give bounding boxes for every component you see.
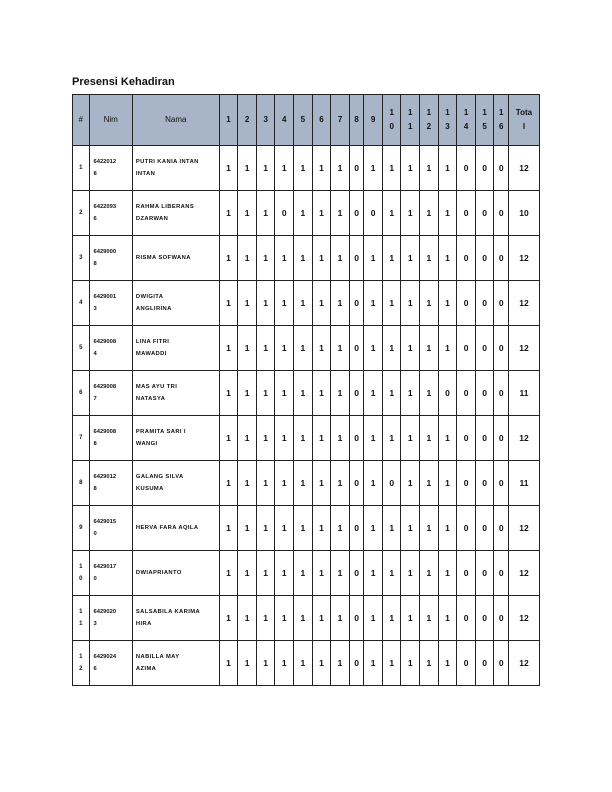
student-nim: 6429000 8 [89,236,132,281]
attendance-total: 12 [508,146,539,191]
student-name: PUTRI KANIA INTAN INTAN [132,146,219,191]
attendance-cell: 1 [382,641,401,686]
attendance-cell: 0 [457,416,476,461]
attendance-cell: 1 [331,596,350,641]
attendance-cell: 1 [294,416,313,461]
student-name: DWIGITA ANGLIRINA [132,281,219,326]
attendance-cell: 1 [219,191,238,236]
attendance-cell: 1 [294,506,313,551]
attendance-cell: 1 [256,416,275,461]
attendance-cell: 0 [349,146,363,191]
attendance-table [72,94,540,686]
attendance-cell: 1 [420,236,439,281]
attendance-cell: 1 [438,506,457,551]
attendance-cell: 0 [475,191,494,236]
attendance-cell: 1 [420,191,439,236]
attendance-cell: 0 [475,326,494,371]
student-name: PRAMITA SARI I WANGI [132,416,219,461]
attendance-cell: 0 [457,461,476,506]
attendance-cell: 1 [331,236,350,281]
header-session-9: 9 [364,95,383,146]
attendance-cell: 0 [475,641,494,686]
attendance-cell: 1 [401,551,420,596]
attendance-cell: 1 [238,236,257,281]
attendance-cell: 0 [475,551,494,596]
attendance-cell: 1 [219,461,238,506]
attendance-cell: 1 [256,191,275,236]
student-name: DWIAPRIANTO [132,551,219,596]
header-session-10: 1 0 [382,95,401,146]
attendance-cell: 1 [294,641,313,686]
student-nim: 6422093 6 [89,191,132,236]
attendance-cell: 1 [238,191,257,236]
table-header-row [73,95,540,146]
attendance-cell: 1 [331,506,350,551]
attendance-cell: 0 [457,596,476,641]
attendance-cell: 1 [420,281,439,326]
attendance-cell: 1 [294,146,313,191]
attendance-cell: 1 [401,236,420,281]
attendance-cell: 0 [349,641,363,686]
attendance-total: 11 [508,461,539,506]
attendance-total: 12 [508,506,539,551]
attendance-cell: 1 [382,596,401,641]
student-name: LINA FITRI MAWADDI [132,326,219,371]
attendance-cell: 1 [219,281,238,326]
student-nim: 6429001 3 [89,281,132,326]
attendance-cell: 1 [382,146,401,191]
attendance-cell: 1 [238,461,257,506]
student-nim: 6429008 8 [89,416,132,461]
attendance-cell: 1 [256,371,275,416]
attendance-cell: 1 [294,281,313,326]
attendance-cell: 1 [438,551,457,596]
attendance-cell: 0 [349,416,363,461]
row-number: 1 1 [73,596,90,641]
attendance-cell: 1 [364,551,383,596]
attendance-cell: 1 [275,326,294,371]
attendance-cell: 1 [238,326,257,371]
header-session-4: 4 [275,95,294,146]
attendance-cell: 1 [438,596,457,641]
header-session-7: 7 [331,95,350,146]
attendance-cell: 1 [382,281,401,326]
attendance-cell: 0 [475,281,494,326]
attendance-cell: 1 [219,416,238,461]
attendance-cell: 1 [256,281,275,326]
student-nim: 6429008 4 [89,326,132,371]
attendance-cell: 1 [331,191,350,236]
attendance-cell: 1 [294,191,313,236]
student-nim: 6429017 0 [89,551,132,596]
table-row [73,146,540,191]
attendance-cell: 1 [438,641,457,686]
attendance-cell: 0 [457,326,476,371]
attendance-cell: 0 [457,146,476,191]
table-row [73,641,540,686]
attendance-cell: 1 [219,146,238,191]
attendance-cell: 1 [364,596,383,641]
student-name: NABILLA MAY AZIMA [132,641,219,686]
row-number: 1 2 [73,641,90,686]
attendance-cell: 1 [382,506,401,551]
attendance-cell: 1 [312,596,331,641]
attendance-cell: 1 [382,326,401,371]
attendance-cell: 0 [494,191,508,236]
attendance-cell: 1 [312,461,331,506]
student-nim: 6422012 8 [89,146,132,191]
attendance-cell: 1 [364,281,383,326]
attendance-cell: 1 [294,596,313,641]
attendance-cell: 0 [349,461,363,506]
attendance-cell: 0 [494,371,508,416]
attendance-cell: 1 [382,191,401,236]
attendance-cell: 1 [312,326,331,371]
attendance-cell: 1 [238,641,257,686]
header-session-2: 2 [238,95,257,146]
attendance-cell: 0 [494,236,508,281]
student-nim: 6429024 6 [89,641,132,686]
attendance-cell: 0 [494,416,508,461]
attendance-cell: 1 [401,641,420,686]
header-session-8: 8 [349,95,363,146]
attendance-cell: 1 [219,641,238,686]
row-number: 2 [73,191,90,236]
student-name: SALSABILA KARIMA HIRA [132,596,219,641]
attendance-total: 12 [508,416,539,461]
attendance-cell: 0 [457,551,476,596]
attendance-cell: 0 [382,461,401,506]
attendance-cell: 1 [401,146,420,191]
header-name: Nama [132,95,219,146]
attendance-cell: 0 [438,371,457,416]
attendance-cell: 0 [457,506,476,551]
attendance-cell: 1 [382,551,401,596]
attendance-total: 12 [508,641,539,686]
attendance-cell: 1 [219,551,238,596]
attendance-cell: 1 [401,371,420,416]
header-total: Tota l [508,95,539,146]
attendance-cell: 1 [364,326,383,371]
attendance-cell: 1 [219,371,238,416]
attendance-cell: 1 [238,596,257,641]
attendance-cell: 1 [401,506,420,551]
student-name: HERVA FARA AQILA [132,506,219,551]
attendance-cell: 1 [364,416,383,461]
attendance-cell: 0 [494,461,508,506]
attendance-cell: 1 [219,236,238,281]
attendance-cell: 1 [364,146,383,191]
attendance-cell: 1 [331,371,350,416]
attendance-cell: 1 [294,371,313,416]
attendance-cell: 0 [349,371,363,416]
attendance-cell: 1 [420,461,439,506]
student-nim: 6429020 3 [89,596,132,641]
attendance-cell: 1 [401,416,420,461]
attendance-cell: 1 [438,461,457,506]
attendance-cell: 1 [438,326,457,371]
header-session-13: 1 3 [438,95,457,146]
row-number: 6 [73,371,90,416]
attendance-cell: 0 [475,371,494,416]
attendance-cell: 0 [457,191,476,236]
header-session-6: 6 [312,95,331,146]
header-nim: Nim [89,95,132,146]
attendance-cell: 0 [275,191,294,236]
table-row [73,416,540,461]
table-row [73,191,540,236]
attendance-cell: 1 [238,371,257,416]
attendance-cell: 1 [420,596,439,641]
attendance-cell: 1 [219,506,238,551]
attendance-cell: 0 [457,236,476,281]
row-number: 1 0 [73,551,90,596]
attendance-cell: 0 [349,236,363,281]
student-nim: 6429008 7 [89,371,132,416]
attendance-cell: 0 [494,326,508,371]
attendance-cell: 1 [401,281,420,326]
student-name: RISMA SOFWANA [132,236,219,281]
attendance-cell: 1 [364,506,383,551]
attendance-cell: 1 [401,326,420,371]
attendance-cell: 1 [275,146,294,191]
row-number: 4 [73,281,90,326]
attendance-cell: 0 [494,506,508,551]
table-row [73,551,540,596]
header-session-15: 1 5 [475,95,494,146]
attendance-cell: 1 [401,596,420,641]
table-row [73,281,540,326]
table-row [73,596,540,641]
attendance-cell: 0 [475,506,494,551]
header-session-1: 1 [219,95,238,146]
attendance-cell: 0 [475,461,494,506]
attendance-total: 12 [508,551,539,596]
table-row [73,371,540,416]
attendance-total: 12 [508,326,539,371]
attendance-cell: 0 [349,551,363,596]
attendance-cell: 1 [312,236,331,281]
attendance-cell: 1 [438,146,457,191]
attendance-cell: 1 [331,146,350,191]
attendance-cell: 1 [238,146,257,191]
attendance-cell: 0 [457,281,476,326]
attendance-cell: 1 [238,281,257,326]
header-session-16: 1 6 [494,95,508,146]
attendance-cell: 0 [494,146,508,191]
attendance-cell: 1 [238,551,257,596]
header-number: # [73,95,90,146]
attendance-cell: 0 [364,191,383,236]
attendance-cell: 1 [256,236,275,281]
attendance-cell: 1 [275,371,294,416]
attendance-cell: 1 [438,236,457,281]
attendance-cell: 1 [331,461,350,506]
attendance-total: 12 [508,236,539,281]
header-session-14: 1 4 [457,95,476,146]
attendance-cell: 1 [312,281,331,326]
attendance-cell: 0 [349,191,363,236]
attendance-cell: 0 [475,146,494,191]
attendance-cell: 1 [256,146,275,191]
table-row [73,236,540,281]
attendance-cell: 1 [312,551,331,596]
attendance-cell: 0 [494,641,508,686]
attendance-cell: 1 [275,236,294,281]
attendance-cell: 0 [457,641,476,686]
attendance-cell: 1 [312,371,331,416]
attendance-cell: 1 [312,146,331,191]
header-session-3: 3 [256,95,275,146]
attendance-cell: 1 [438,281,457,326]
attendance-total: 12 [508,281,539,326]
attendance-cell: 1 [312,191,331,236]
attendance-cell: 0 [494,551,508,596]
attendance-cell: 1 [382,236,401,281]
attendance-cell: 1 [438,416,457,461]
attendance-cell: 1 [294,461,313,506]
attendance-cell: 1 [364,236,383,281]
attendance-total: 10 [508,191,539,236]
student-name: MAS AYU TRI NATASYA [132,371,219,416]
attendance-cell: 1 [312,416,331,461]
attendance-cell: 1 [219,326,238,371]
attendance-cell: 1 [401,461,420,506]
attendance-cell: 1 [331,641,350,686]
attendance-cell: 1 [331,551,350,596]
attendance-cell: 1 [256,641,275,686]
attendance-cell: 0 [475,416,494,461]
attendance-cell: 1 [312,506,331,551]
attendance-cell: 0 [457,371,476,416]
attendance-cell: 1 [275,416,294,461]
attendance-cell: 1 [420,326,439,371]
attendance-cell: 1 [294,326,313,371]
table-row [73,506,540,551]
attendance-cell: 1 [238,506,257,551]
attendance-cell: 1 [275,596,294,641]
attendance-cell: 1 [382,371,401,416]
attendance-cell: 1 [219,596,238,641]
attendance-cell: 1 [256,551,275,596]
attendance-cell: 1 [275,641,294,686]
table-row [73,461,540,506]
attendance-cell: 1 [420,551,439,596]
attendance-cell: 1 [420,146,439,191]
attendance-cell: 1 [420,416,439,461]
attendance-cell: 1 [238,416,257,461]
page-title: Presensi Kehadiran [72,76,175,88]
attendance-cell: 1 [420,371,439,416]
attendance-cell: 1 [364,461,383,506]
header-session-12: 1 2 [420,95,439,146]
attendance-cell: 1 [364,641,383,686]
header-session-11: 1 1 [401,95,420,146]
attendance-cell: 0 [349,596,363,641]
attendance-total: 12 [508,596,539,641]
table-body [73,146,540,686]
attendance-cell: 1 [420,641,439,686]
header-session-5: 5 [294,95,313,146]
student-nim: 6429015 0 [89,506,132,551]
row-number: 5 [73,326,90,371]
student-nim: 6429012 8 [89,461,132,506]
attendance-cell: 1 [256,596,275,641]
attendance-cell: 1 [275,461,294,506]
row-number: 9 [73,506,90,551]
attendance-cell: 0 [349,506,363,551]
student-name: GALANG SILVA KUSUMA [132,461,219,506]
attendance-cell: 1 [364,371,383,416]
attendance-cell: 1 [331,326,350,371]
attendance-cell: 1 [420,506,439,551]
attendance-cell: 1 [331,281,350,326]
attendance-cell: 1 [382,416,401,461]
attendance-cell: 1 [256,326,275,371]
row-number: 1 [73,146,90,191]
attendance-cell: 0 [349,281,363,326]
attendance-cell: 1 [256,461,275,506]
attendance-cell: 1 [294,551,313,596]
attendance-cell: 1 [401,191,420,236]
attendance-cell: 1 [256,506,275,551]
attendance-cell: 1 [275,281,294,326]
attendance-cell: 0 [475,236,494,281]
attendance-cell: 1 [294,236,313,281]
row-number: 3 [73,236,90,281]
attendance-cell: 1 [275,506,294,551]
row-number: 8 [73,461,90,506]
attendance-cell: 0 [475,596,494,641]
attendance-total: 11 [508,371,539,416]
attendance-cell: 1 [438,191,457,236]
attendance-cell: 0 [494,281,508,326]
row-number: 7 [73,416,90,461]
attendance-cell: 1 [275,551,294,596]
attendance-cell: 1 [331,416,350,461]
table-row [73,326,540,371]
attendance-cell: 0 [494,596,508,641]
student-name: RAHMA LIBERANS DZARWAN [132,191,219,236]
attendance-cell: 1 [312,641,331,686]
attendance-cell: 0 [349,326,363,371]
